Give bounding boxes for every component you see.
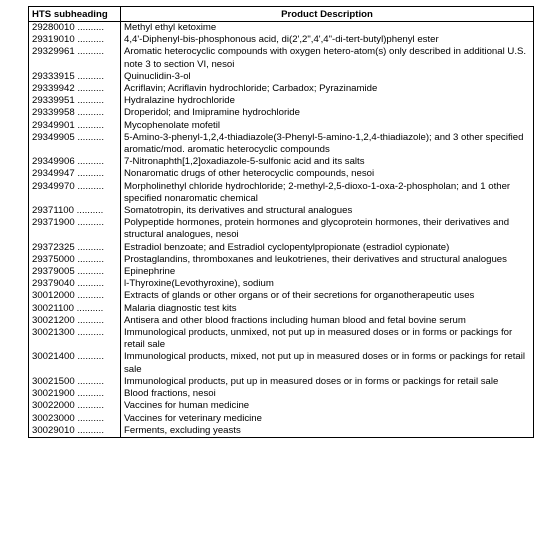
hts-code-cell: 30022000 .......... [29,400,121,412]
hts-code-cell: 29329961 .......... [29,46,121,70]
table-row [29,278,534,290]
hts-product-table [28,6,534,438]
hts-code-cell: 29349947 .......... [29,168,121,180]
table-row [29,156,534,168]
table-row [29,132,534,156]
hts-code-cell: 29349901 .......... [29,120,121,132]
hts-code-cell: 30021200 .......... [29,315,121,327]
hts-code-cell: 29339942 .......... [29,83,121,95]
product-description-cell: Mycophenolate mofetil [121,120,534,132]
product-description-cell: Somatotropin, its derivatives and structural analogues [121,205,534,217]
product-description-cell: 7-Nitronaphth[1,2]oxadiazole-5-sulfonic acid and its salts [121,156,534,168]
table-row [29,71,534,83]
hts-code-cell: 29371100 .......... [29,205,121,217]
product-description-cell: Aromatic heterocyclic compounds with oxygen hetero-atom(s) only described in additional U.S. note 3 to section VI, nesoi [121,46,534,70]
product-description-cell: Prostaglandins, thromboxanes and leukotrienes, their derivatives and structural analogues [121,254,534,266]
product-description-cell: Estradiol benzoate; and Estradiol cyclopentylpropionate (estradiol cypionate) [121,242,534,254]
hts-code-cell: 29349905 .......... [29,132,121,156]
table-row [29,83,534,95]
table-row [29,315,534,327]
product-description-cell: Hydralazine hydrochloride [121,95,534,107]
hts-code-cell: 30021900 .......... [29,388,121,400]
hts-code-cell: 30023000 .......... [29,413,121,425]
product-description-cell: Methyl ethyl ketoxime [121,22,534,35]
table-row [29,46,534,70]
product-description-cell: Ferments, excluding yeasts [121,425,534,438]
product-description-cell: Extracts of glands or other organs or of their secretions for organotherapeutic uses [121,290,534,302]
product-description-cell: Morpholinethyl chloride hydrochloride; 2-methyl-2,5-dioxo-1-oxa-2-phospholan; and 1 other specified nonaromatic chemical [121,181,534,205]
product-description-cell: Vaccines for human medicine [121,400,534,412]
table-row [29,254,534,266]
hts-code-cell: 29372325 .......... [29,242,121,254]
hts-code-cell: 29319010 .......... [29,34,121,46]
product-description-cell: Acriflavin; Acriflavin hydrochloride; Carbadox; Pyrazinamide [121,83,534,95]
table-row [29,22,534,35]
hts-code-cell: 30029010 .......... [29,425,121,438]
product-description-cell: Vaccines for veterinary medicine [121,413,534,425]
product-description-cell: l-Thyroxine(Levothyroxine), sodium [121,278,534,290]
table-row [29,217,534,241]
hts-code-cell: 29339958 .......... [29,107,121,119]
product-description-cell: 4,4'-Diphenyl-bis-phosphonous acid, di(2',2",4',4"-di-tert-butyl)phenyl ester [121,34,534,46]
hts-code-cell: 30021400 .......... [29,351,121,375]
product-description-cell: Blood fractions, nesoi [121,388,534,400]
product-description-cell: Immunological products, unmixed, not put up in measured doses or in forms or packings for retail sale [121,327,534,351]
table-row [29,413,534,425]
table-row [29,388,534,400]
product-description-cell: Polypeptide hormones, protein hormones and glycoprotein hormones, their derivatives and structural analogues, nesoi [121,217,534,241]
table-row [29,242,534,254]
hts-code-cell: 30012000 .......... [29,290,121,302]
table-row [29,95,534,107]
table-row [29,290,534,302]
hts-code-cell: 29280010 .......... [29,22,121,35]
product-description-cell: Droperidol; and Imipramine hydrochloride [121,107,534,119]
table-row [29,376,534,388]
table-row [29,168,534,180]
product-description-cell: Quinuclidin-3-ol [121,71,534,83]
product-description-cell: Immunological products, mixed, not put up in measured doses or in forms or packings for retail sale [121,351,534,375]
table-row [29,400,534,412]
table-row [29,327,534,351]
hts-code-cell: 30021500 .......... [29,376,121,388]
table-row [29,303,534,315]
product-description-cell: Epinephrine [121,266,534,278]
hts-code-cell: 30021100 .......... [29,303,121,315]
product-description-cell: Malaria diagnostic test kits [121,303,534,315]
product-description-cell: Immunological products, put up in measured doses or in forms or packings for retail sale [121,376,534,388]
hts-code-cell: 29371900 .......... [29,217,121,241]
hts-code-cell: 29349906 .......... [29,156,121,168]
hts-code-cell: 29379005 .......... [29,266,121,278]
column-header-product-description: Product Description [121,7,534,22]
table-body [29,22,534,438]
hts-code-cell: 29349970 .......... [29,181,121,205]
product-description-cell: 5-Amino-3-phenyl-1,2,4-thiadiazole(3-Phenyl-5-amino-1,2,4-thiadiazole); and 3 other specified aromatic/mod. aromatic heterocyclic compounds [121,132,534,156]
table-row [29,107,534,119]
product-description-cell: Antisera and other blood fractions including human blood and fetal bovine serum [121,315,534,327]
table-row [29,205,534,217]
table-row [29,34,534,46]
table-row [29,351,534,375]
table-row [29,266,534,278]
hts-code-cell: 29339951 .......... [29,95,121,107]
hts-code-cell: 29375000 .......... [29,254,121,266]
table-row [29,425,534,438]
hts-code-cell: 30021300 .......... [29,327,121,351]
hts-code-cell: 29333915 .......... [29,71,121,83]
hts-code-cell: 29379040 .......... [29,278,121,290]
table-header-row [29,7,534,22]
product-description-cell: Nonaromatic drugs of other heterocyclic compounds, nesoi [121,168,534,180]
table-row [29,181,534,205]
table-row [29,120,534,132]
column-header-hts-subheading: HTS subheading [29,7,121,22]
